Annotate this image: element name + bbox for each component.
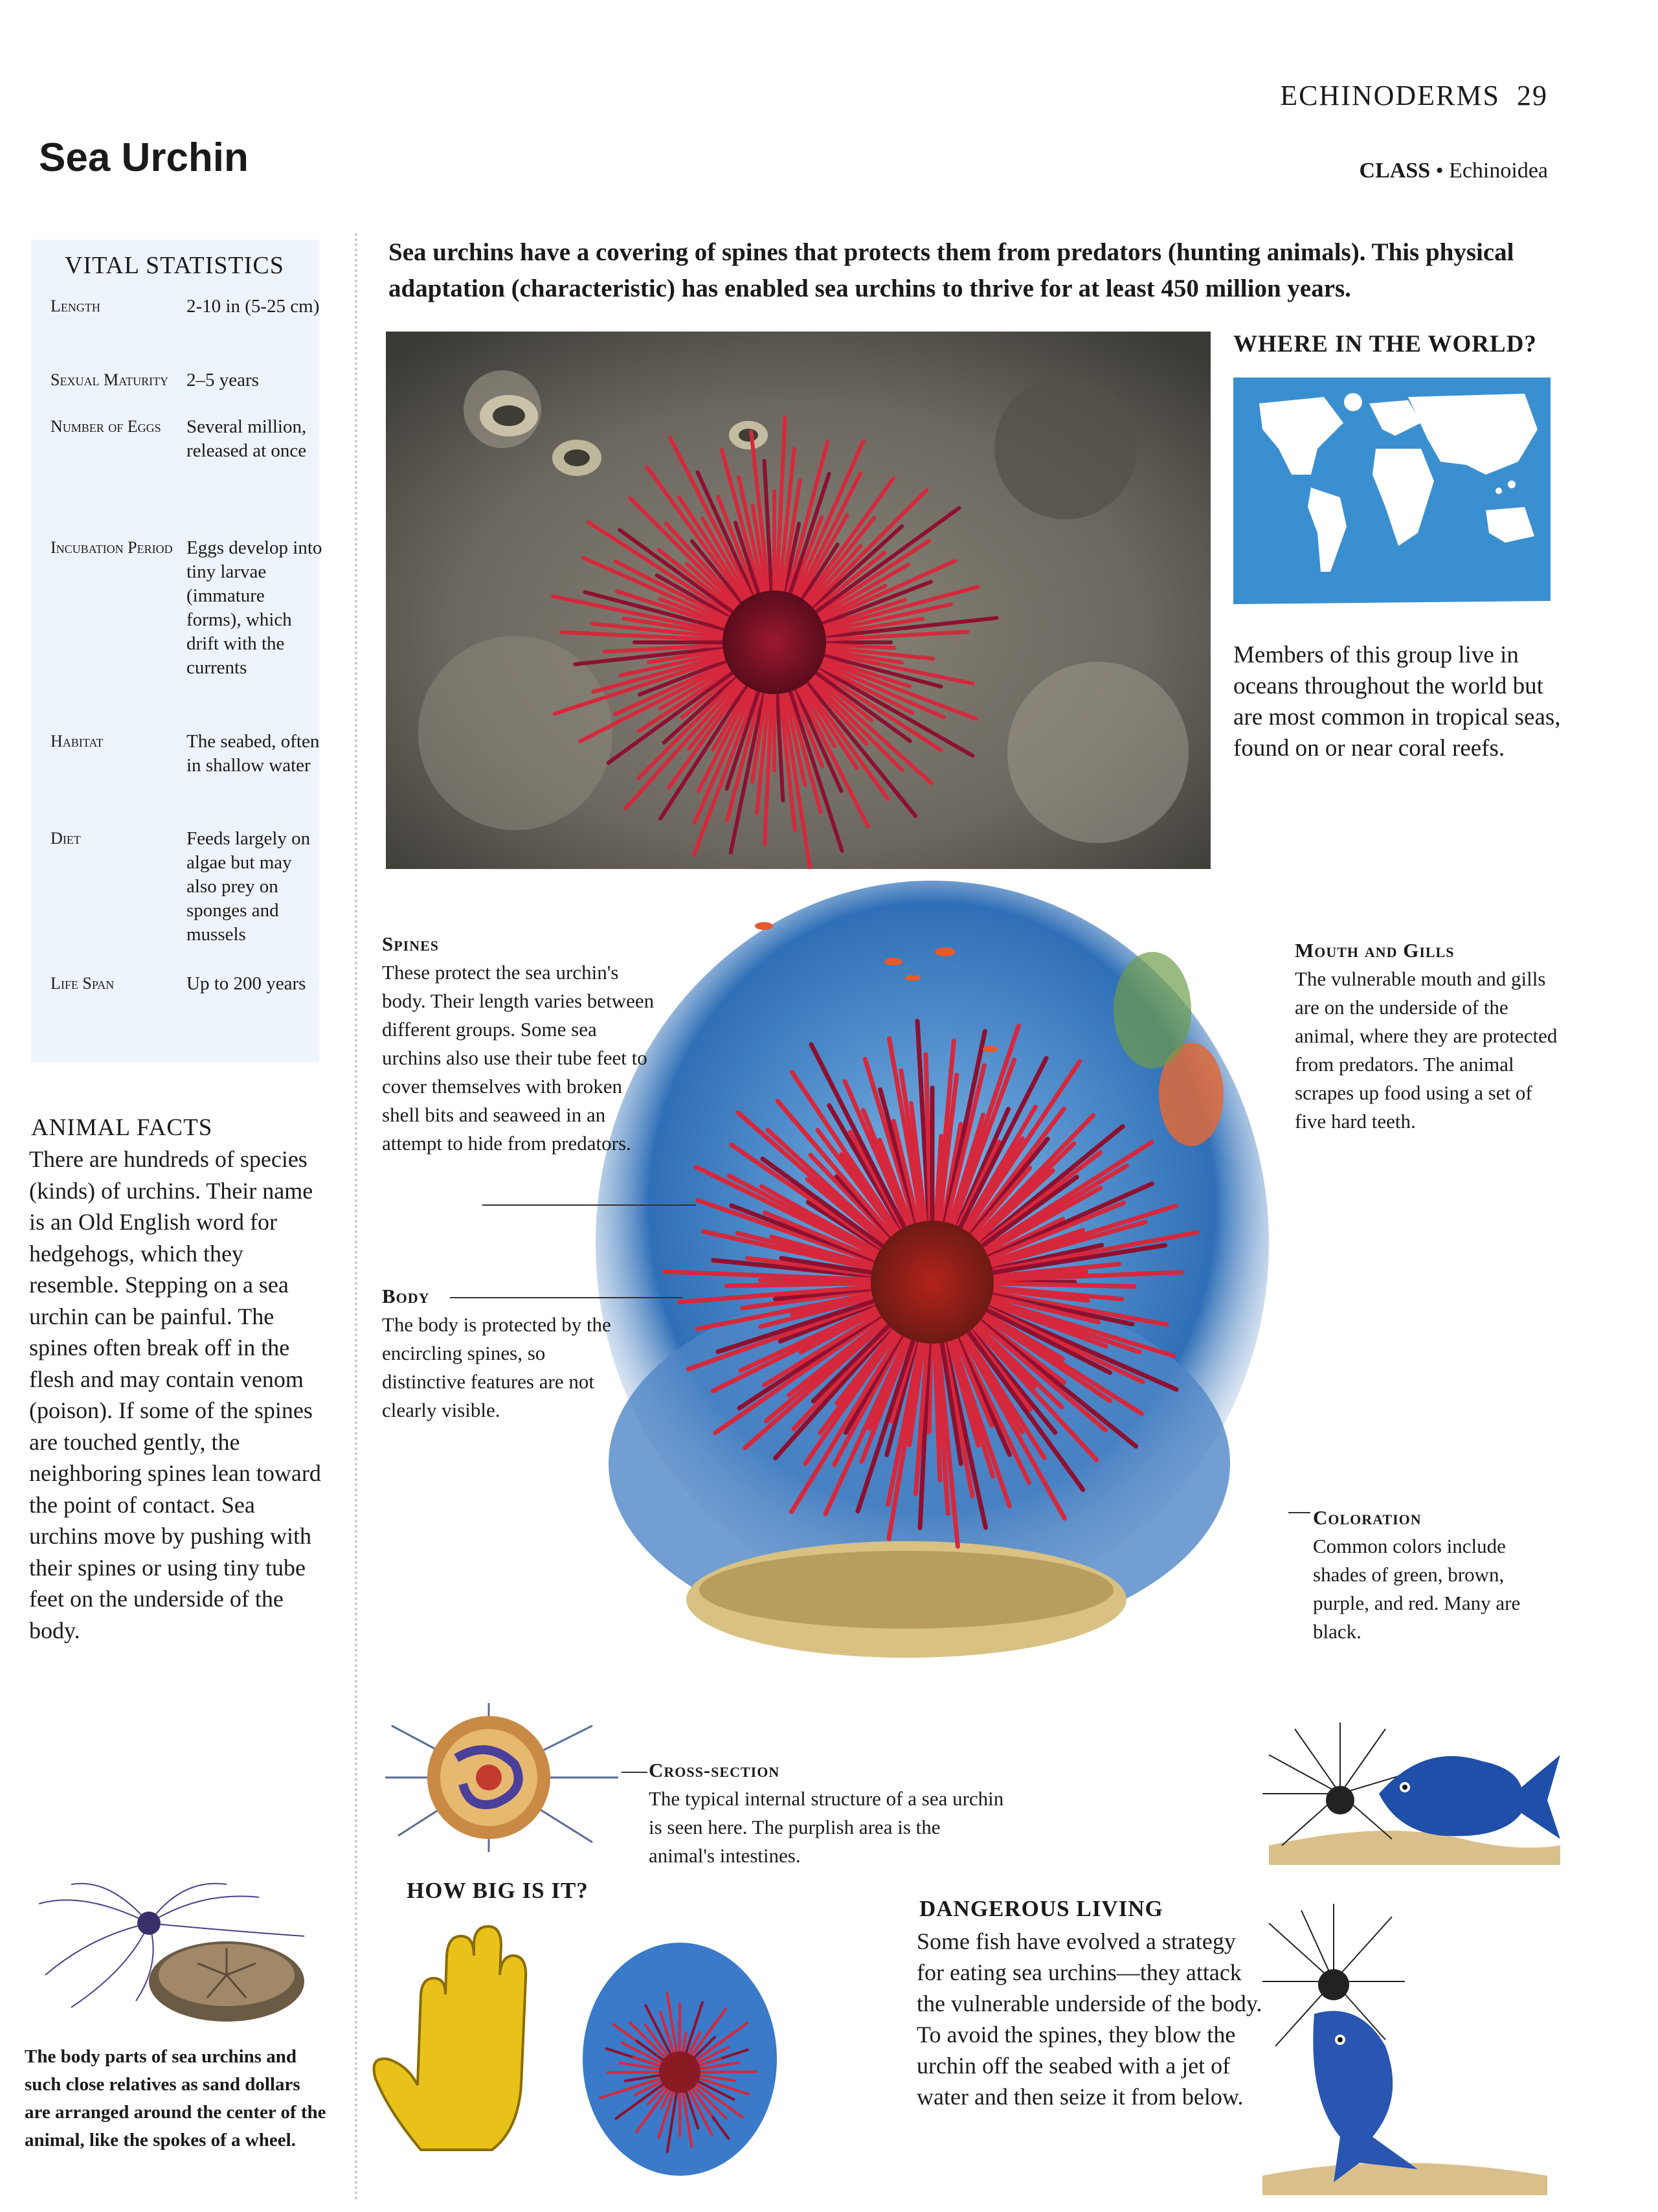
stat-value: The seabed, often in shallow water xyxy=(186,731,320,776)
cross-section-drawing xyxy=(379,1700,625,1855)
body-parts-caption: The body parts of sea urchins and such close relatives as sand dollars are arranged around the center of the animal, like the spokes of a wheel. xyxy=(25,2046,326,2150)
column-divider xyxy=(355,233,357,2202)
cross-section-illustration xyxy=(379,1700,625,1855)
dangerous-living-text: Some fish have evolved a strategy for eating sea urchins—they attack the vulnerable underside of the body. To avoid the spines, they blow the urchin off the seabed with a jet of water and then seize it from below. xyxy=(917,1928,1262,2110)
fish-attack-drawing-1 xyxy=(1256,1716,1567,1865)
stat-value: 2–5 years xyxy=(186,370,259,390)
small-urchin-drawing xyxy=(573,1936,780,2182)
body-leader-line xyxy=(450,1297,683,1298)
mouth-gills-label xyxy=(1295,936,1560,1136)
sea-urchin-illustration xyxy=(570,881,1314,1716)
spines-label-title: Spines xyxy=(382,932,440,955)
class-sep: • xyxy=(1435,159,1444,183)
cross-section-leader-line xyxy=(622,1772,647,1773)
mouth-gills-label-title: Mouth and Gills xyxy=(1295,939,1455,962)
hand-drawing xyxy=(363,1917,557,2163)
stat-value: Several million, released at once xyxy=(186,416,307,461)
stat-label: Incubation Period xyxy=(50,538,173,557)
stat-label: Diet xyxy=(50,829,81,848)
stat-label: Life Span xyxy=(50,974,115,993)
fish-attack-illustration xyxy=(1256,1716,1567,1865)
stat-label: Number of Eggs xyxy=(50,417,161,436)
hand-scale-icon xyxy=(363,1917,557,2163)
class-label: CLASS xyxy=(1359,159,1431,183)
where-title: WHERE IN THE WORLD? xyxy=(1233,331,1537,357)
animal-facts-title: ANIMAL FACTS xyxy=(31,1114,213,1141)
coloration-leader-line xyxy=(1288,1512,1310,1513)
radial-urchin-drawing xyxy=(32,1878,317,2027)
page-title: Sea Urchin xyxy=(39,135,249,180)
sea-urchin-photo xyxy=(386,332,1211,869)
spines-leader-line xyxy=(482,1204,696,1206)
running-header xyxy=(1280,79,1548,112)
coloration-label-title: Coloration xyxy=(1313,1506,1422,1529)
stat-label: Habitat xyxy=(50,732,104,751)
cross-section-label-text: The typical internal structure of a sea urchin is seen here. The purplish area is the animal's intestines. xyxy=(649,1787,1004,1867)
urchin-photo-illustration xyxy=(386,332,1211,869)
world-map-drawing xyxy=(1233,378,1551,617)
coloration-label xyxy=(1313,1504,1527,1646)
intro-text: Sea urchins have a covering of spines that protects them from predators (hunting animals). This physical adaptation (characteristic) has enabled sea urchins to thrive for at least 450 million years. xyxy=(388,238,1514,302)
cross-section-label xyxy=(649,1756,1011,1870)
stat-value: 2-10 in (5-25 cm) xyxy=(186,296,320,317)
small-urchin-scale-illustration xyxy=(573,1936,780,2182)
cross-section-label-title: Cross-section xyxy=(649,1759,780,1781)
where-text: Members of this group live in oceans throughout the world but are most common in tropical seas, found on or near coral reefs. xyxy=(1233,642,1561,762)
how-big-title: HOW BIG IS IT? xyxy=(407,1878,588,1903)
fish-attack-drawing-2 xyxy=(1262,1904,1547,2195)
spines-label-text: These protect the sea urchin's body. Their length varies between different groups. Some sea urchins also use their tube feet to cover themselves with broken shell bits and seaweed in an attempt to hide from predators. xyxy=(382,961,655,1155)
fish-eating-illustration xyxy=(1262,1904,1547,2195)
stat-label: Length xyxy=(50,297,100,315)
coloration-label-text: Common colors include shades of green, brown, purple, and red. Many are black. xyxy=(1313,1535,1521,1643)
urchin-illustration-drawing xyxy=(570,881,1314,1716)
mouth-gills-label-text: The vulnerable mouth and gills are on the underside of the animal, where they are protected from predators. The animal scrapes up food using a set of five hard teeth. xyxy=(1295,967,1558,1133)
world-map xyxy=(1233,378,1551,617)
sand-dollar-illustration xyxy=(32,1878,317,2027)
page-number: 29 xyxy=(1517,80,1548,111)
class-line xyxy=(1360,159,1548,183)
vital-statistics-title: VITAL STATISTICS xyxy=(65,252,284,279)
stat-value: Feeds largely on algae but may also prey on sponges and mussels xyxy=(186,828,311,945)
class-value: Echinoidea xyxy=(1449,159,1548,183)
spines-label xyxy=(382,930,660,1158)
stat-value: Up to 200 years xyxy=(186,973,306,994)
animal-facts-text: There are hundreds of species (kinds) of urchins. Their name is an Old English word for hedgehogs, which they resemble. Stepping on a sea urchin can be painful. The spines often break off in the flesh and may contain venom (poison). If some of the spines are touched gently, the neighboring spines lean toward the point of contact. Sea urchins move by pushing with their spines or using tiny tube feet on the underside of the body. xyxy=(29,1146,321,1643)
stat-label: Sexual Maturity xyxy=(50,370,169,389)
dangerous-living-title: DANGEROUS LIVING xyxy=(919,1896,1163,1921)
body-label-title: Body xyxy=(382,1285,430,1307)
body-label-text: The body is protected by the encircling spines, so distinctive features are not clearly visible. xyxy=(382,1313,611,1421)
stat-value: Eggs develop into tiny larvae (immature forms), which drift with the currents xyxy=(186,537,322,678)
body-label xyxy=(382,1282,615,1425)
section-name: ECHINODERMS xyxy=(1280,80,1500,111)
